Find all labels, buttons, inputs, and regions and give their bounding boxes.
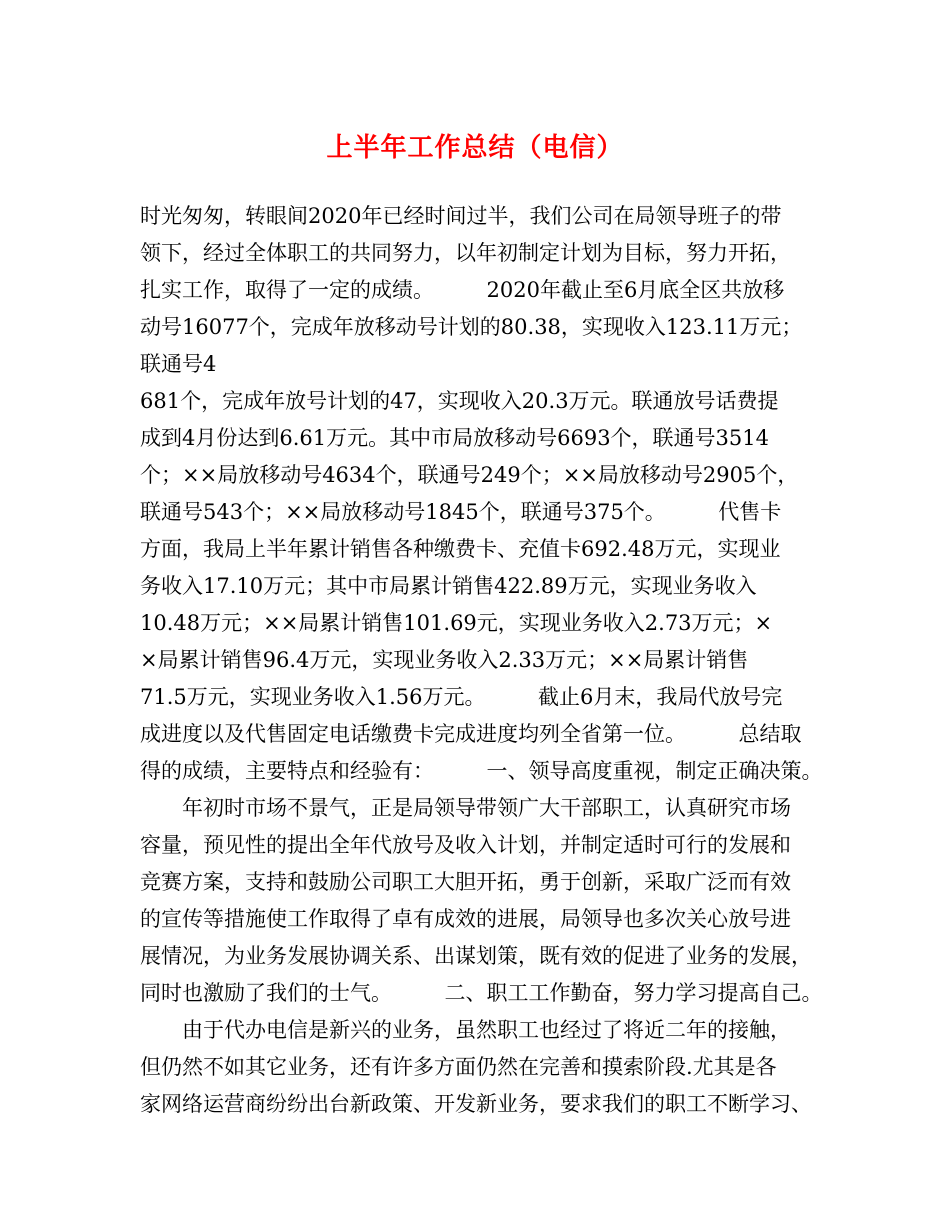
document-title: 上半年工作总结（电信） — [326, 133, 624, 163]
text-line: 务收入17.10万元；其中市局累计销售422.89万元，实现业务收入 — [140, 574, 757, 598]
text-line: 时光匆匆，转眼间2020年已经时间过半，我们公司在局领导班子的带 — [140, 204, 782, 228]
text-line: 联通号543个；××局放移动号1845个，联通号375个。 代售卡 — [140, 500, 782, 524]
text-line: 但仍然不如其它业务，还有许多方面仍然在完善和摸索阶段.尤其是各 — [140, 1055, 777, 1079]
text-line: 同时也激励了我们的士气。 二、职工工作勤奋，努力学习提高自己。 — [140, 981, 823, 1005]
text-line: 的宣传等措施使工作取得了卓有成效的进展，局领导也多次关心放号进 — [140, 907, 791, 931]
text-line: 得的成绩，主要特点和经验有： 一、领导高度重视，制定正确决策。 — [140, 759, 823, 783]
text-line: 年初时市场不景气，正是局领导带领广大干部职工，认真研究市场 — [140, 796, 791, 820]
text-line: 动号16077个，完成年放移动号计划的80.38，实现收入123.11万元； — [140, 315, 803, 339]
text-line: 由于代办电信是新兴的业务，虽然职工也经过了将近二年的接触， — [140, 1018, 791, 1042]
text-line: 容量，预见性的提出全年代放号及收入计划，并制定适时可行的发展和 — [140, 833, 791, 857]
text-line: 成到4月份达到6.61万元。其中市局放移动号6693个，联通号3514 — [140, 426, 770, 450]
text-line: 71.5万元，实现业务收入1.56万元。 截止6月末，我局代放号完 — [140, 685, 783, 709]
text-line: 联通号4 — [140, 352, 217, 376]
text-line: 10.48万元；××局累计销售101.69元，实现业务收入2.73万元；× — [140, 611, 773, 635]
text-line: 方面，我局上半年累计销售各种缴费卡、充值卡692.48万元，实现业 — [140, 537, 781, 561]
text-line: 成进度以及代售固定电话缴费卡完成进度均列全省第一位。 总结取 — [140, 722, 802, 746]
text-line: 领下，经过全体职工的共同努力，以年初制定计划为目标，努力开拓， — [140, 241, 791, 265]
text-line: ×局累计销售96.4万元，实现业务收入2.33万元；××局累计销售 — [140, 648, 749, 672]
text-line: 竞赛方案，支持和鼓励公司职工大胆开拓，勇于创新，采取广泛而有效 — [140, 870, 791, 894]
text-line: 展情况，为业务发展协调关系、出谋划策，既有效的促进了业务的发展， — [140, 944, 812, 968]
document-body — [140, 198, 830, 1123]
text-line: 681个，完成年放号计划的47，实现收入20.3万元。联通放号话费提 — [140, 389, 779, 413]
text-line: 扎实工作，取得了一定的成绩。 2020年截止至6月底全区共放移 — [140, 278, 785, 302]
text-line: 个；××局放移动号4634个，联通号249个；××局放移动号2905个， — [140, 463, 799, 487]
text-line: 家网络运营商纷纷出台新政策、开发新业务，要求我们的职工不断学习、 — [140, 1092, 812, 1116]
